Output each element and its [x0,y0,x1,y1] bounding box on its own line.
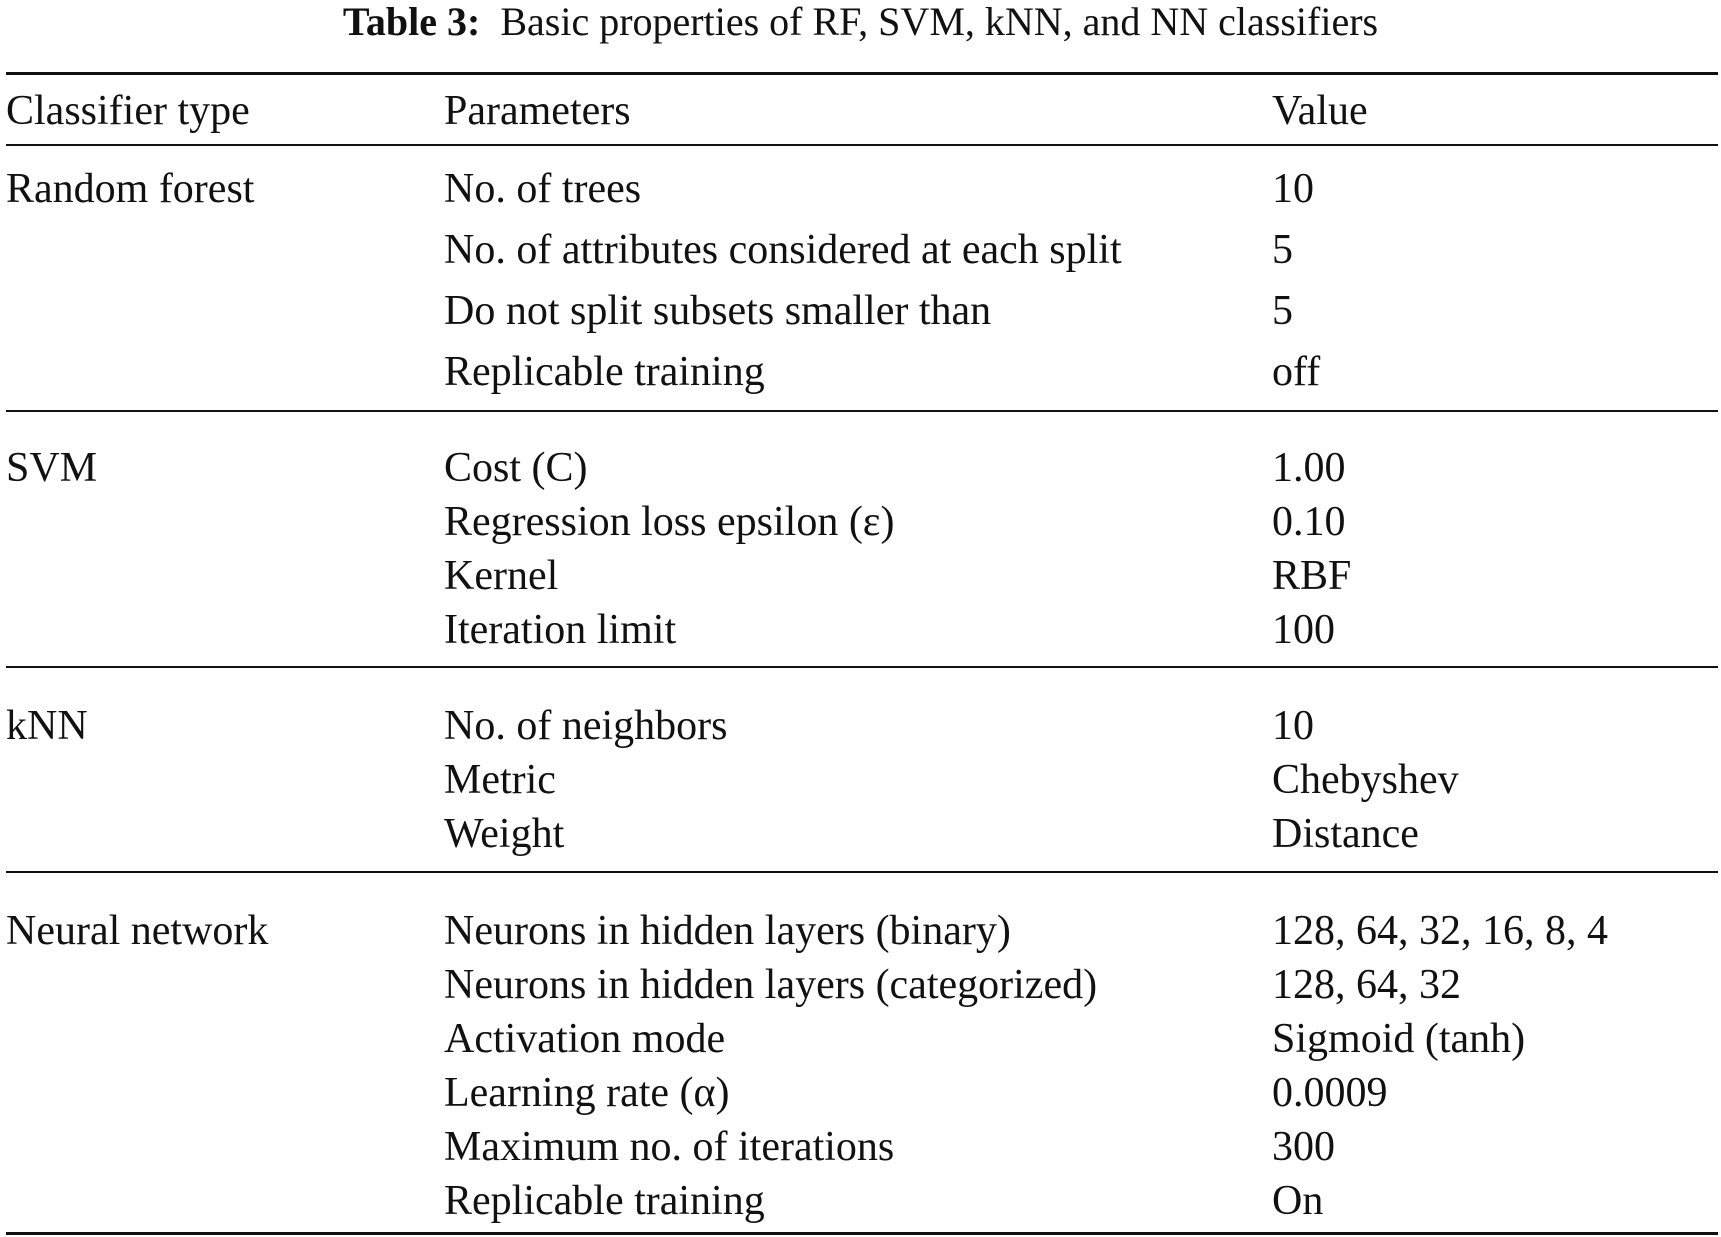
parameter-cell: Cost (C) [444,445,588,491]
table-caption [0,0,1721,44]
group-separator-rule [6,666,1718,668]
value-cell: 0.0009 [1272,1070,1388,1116]
table-bottom-rule [6,1232,1718,1235]
header-classifier-type: Classifier type [6,88,250,134]
classifier-random-forest: Random forest [6,166,255,212]
parameter-cell: Regression loss epsilon (ε) [444,499,895,545]
value-cell: 300 [1272,1124,1335,1170]
table-caption-label: Table 3: [342,0,481,44]
parameter-cell: Maximum no. of iterations [444,1124,895,1170]
value-cell: 5 [1272,227,1293,273]
parameter-cell: Neurons in hidden layers (binary) [444,908,1011,954]
value-cell: 5 [1272,288,1293,334]
parameter-cell: Weight [444,811,565,857]
table-caption-text: Basic properties of RF, SVM, kNN, and NN classifiers [500,0,1379,44]
value-cell: 128, 64, 32, 16, 8, 4 [1272,908,1608,954]
table-top-rule [6,72,1718,75]
parameter-cell: Replicable training [444,1178,765,1224]
header-parameters: Parameters [444,88,631,134]
value-cell: off [1272,349,1321,395]
value-cell: RBF [1272,553,1352,599]
parameter-cell: Iteration limit [444,607,677,653]
parameter-cell: Activation mode [444,1016,726,1062]
value-cell: Chebyshev [1272,757,1459,803]
value-cell: 0.10 [1272,499,1346,545]
value-cell: 10 [1272,166,1314,212]
header-value: Value [1272,88,1368,134]
value-cell: On [1272,1178,1324,1224]
classifier-knn: kNN [6,703,88,749]
parameter-cell: Learning rate (α) [444,1070,730,1116]
parameter-cell: Replicable training [444,349,765,395]
parameter-cell: No. of neighbors [444,703,728,749]
parameter-cell: Kernel [444,553,559,599]
parameter-cell: Metric [444,757,556,803]
parameter-cell: Neurons in hidden layers (categorized) [444,962,1098,1008]
value-cell: 10 [1272,703,1314,749]
classifier-neural-network: Neural network [6,908,269,954]
value-cell: Sigmoid (tanh) [1272,1016,1526,1062]
header-rule [6,144,1718,146]
parameter-cell: No. of attributes considered at each split [444,227,1122,273]
parameter-cell: No. of trees [444,166,642,212]
value-cell: Distance [1272,811,1419,857]
classifier-svm: SVM [6,445,98,491]
group-separator-rule [6,871,1718,873]
value-cell: 128, 64, 32 [1272,962,1461,1008]
value-cell: 100 [1272,607,1335,653]
parameter-cell: Do not split subsets smaller than [444,288,992,334]
group-separator-rule [6,410,1718,412]
value-cell: 1.00 [1272,445,1346,491]
